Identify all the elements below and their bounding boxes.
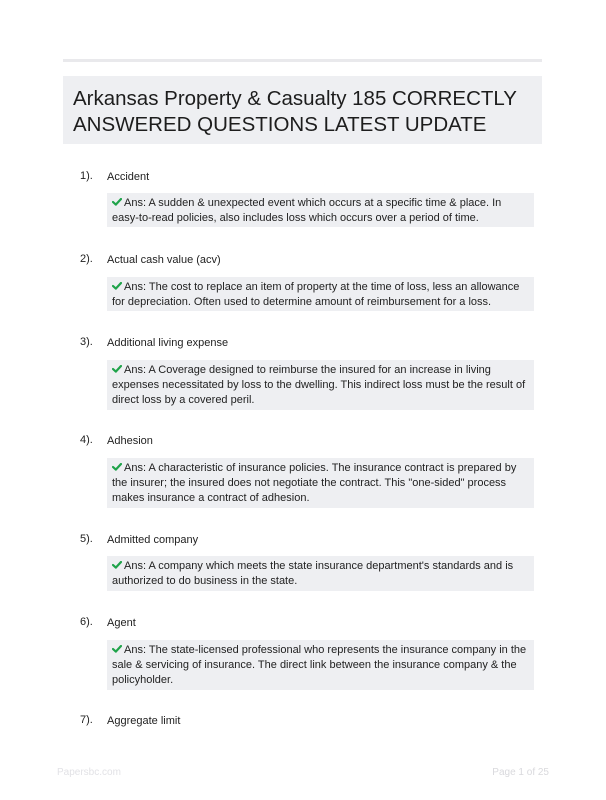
question-term: Actual cash value (acv)	[107, 254, 221, 266]
answer-panel	[107, 640, 534, 690]
answer-panel	[107, 556, 534, 591]
question-number: 5).	[80, 533, 93, 545]
checkmark-icon	[112, 645, 122, 653]
answer-panel	[107, 193, 534, 227]
checkmark-icon	[112, 463, 122, 471]
question-number: 6).	[80, 616, 93, 628]
answer-prefix: Ans:	[124, 364, 147, 376]
answer-text: A company which meets the state insurance department's standards and is authorized to do business in the state.	[112, 560, 514, 587]
answer-prefix: Ans:	[124, 644, 147, 656]
question-number: 1).	[80, 170, 93, 182]
answer-prefix: Ans:	[124, 560, 147, 572]
question-term: Agent	[107, 617, 136, 629]
question-number: 4).	[80, 434, 93, 446]
page-number: Page 1 of 25	[492, 767, 549, 778]
answer-prefix: Ans:	[124, 281, 147, 293]
answer-text: A Coverage designed to reimburse the insured for an increase in living expenses necessitated by loss to the dwelling. This indirect loss must be the result of direct loss by a covered peril.	[112, 364, 526, 406]
answer-prefix: Ans:	[124, 197, 147, 209]
question-term: Aggregate limit	[107, 715, 181, 727]
answer-panel	[107, 458, 534, 508]
answer-panel	[107, 360, 534, 410]
footer-watermark: Papersbc.com	[57, 767, 121, 778]
title-panel	[63, 76, 542, 144]
top-divider	[63, 59, 542, 62]
answer-text: The cost to replace an item of property at the time of loss, less an allowance for depreciation. Often used to determine amount of reimbursement for a loss.	[112, 281, 520, 308]
question-number: 3).	[80, 336, 93, 348]
answer-panel	[107, 277, 534, 311]
checkmark-icon	[112, 198, 122, 206]
question-term: Additional living expense	[107, 337, 229, 349]
question-term: Admitted company	[107, 534, 199, 546]
page-title: Arkansas Property & Casualty 185 CORRECTLY ANSWERED QUESTIONS LATEST UPDATE	[73, 87, 517, 136]
question-number: 7).	[80, 714, 93, 726]
checkmark-icon	[112, 365, 122, 373]
checkmark-icon	[112, 561, 122, 569]
checkmark-icon	[112, 282, 122, 290]
answer-prefix: Ans:	[124, 462, 147, 474]
question-term: Accident	[107, 171, 150, 183]
question-term: Adhesion	[107, 435, 153, 447]
answer-text: A characteristic of insurance policies. The insurance contract is prepared by the insurer; the insured does not negotiate the contract. This "one-sided" process makes insurance a contract of adhesion.	[112, 462, 517, 504]
question-number: 2).	[80, 253, 93, 265]
answer-text: A sudden & unexpected event which occurs at a specific time & place. In easy-to-read policies, also includes loss which occurs over a period of time.	[112, 197, 502, 224]
answer-text: The state-licensed professional who represents the insurance company in the sale & servicing of insurance. The direct link between the insurance company & the policyholder.	[112, 644, 527, 686]
